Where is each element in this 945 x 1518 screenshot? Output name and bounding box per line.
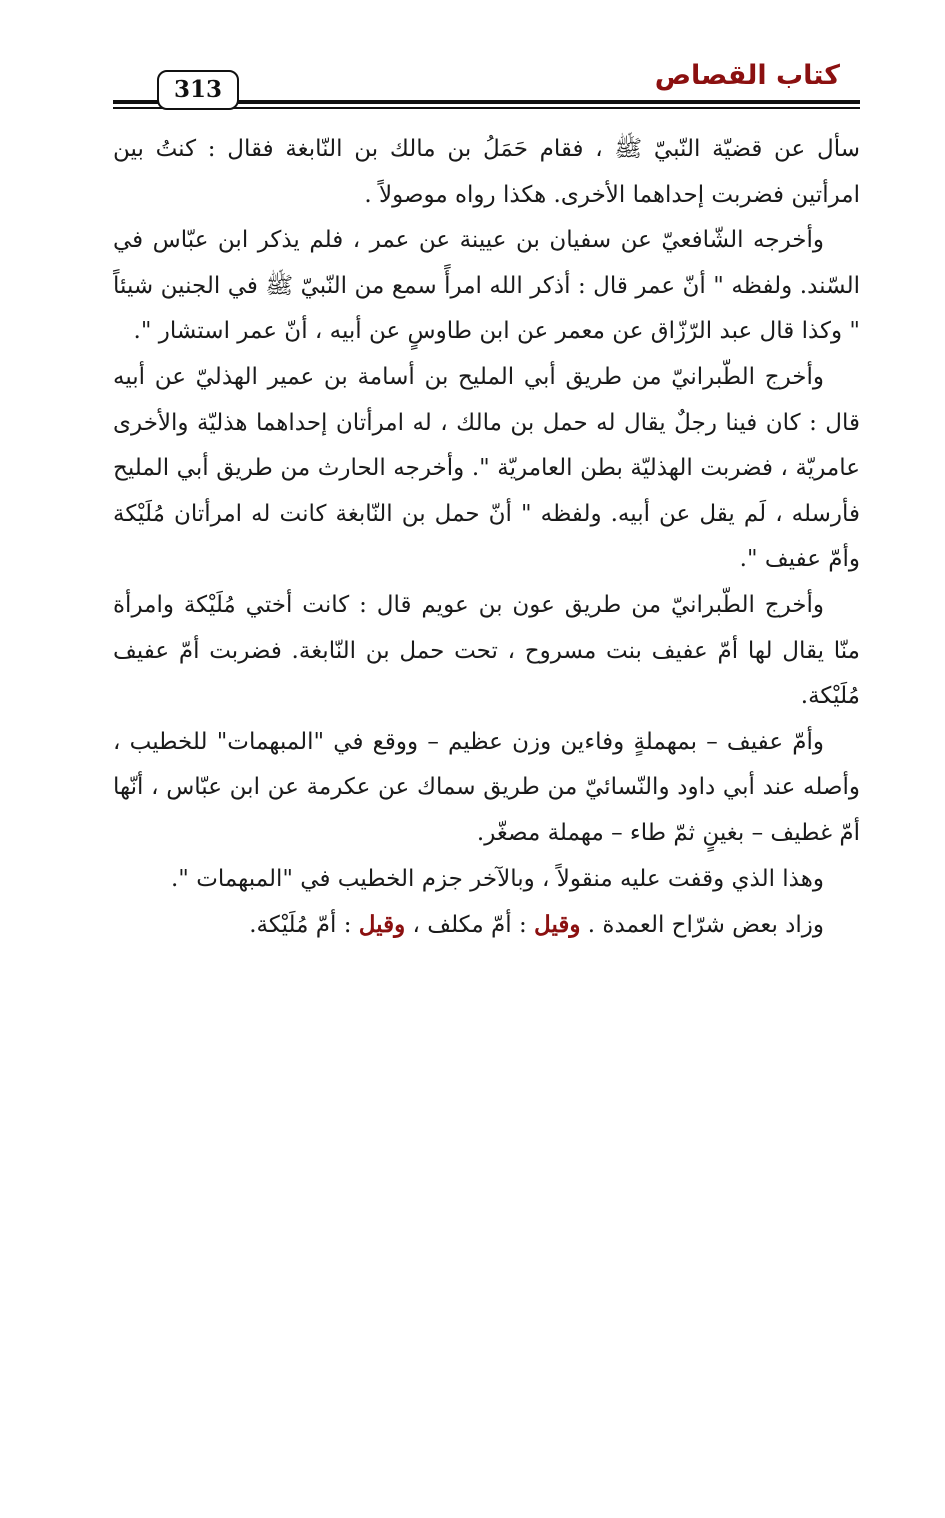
paragraph-6: وهذا الذي وقفت عليه منقولاً ، وبالآخر جزم الخطيب في "المبهمات ". bbox=[171, 865, 824, 892]
paragraph-7-part-1: وزاد بعض شرّاح العمدة . bbox=[580, 912, 824, 939]
paragraph-1: سأل عن قضيّة النّبيّ ﷺ ، فقام حَمَلُ بن مالك بن النّابغة فقال : كنتُ بين امرأتين فضربت إحداهما الأخرى. هكذا رواه موصولاً . bbox=[113, 136, 860, 208]
chapter-title: كتاب القصاص bbox=[654, 60, 840, 91]
page-header bbox=[113, 58, 860, 118]
page-body bbox=[113, 127, 860, 949]
paragraph-2: وأخرجه الشّافعيّ عن سفيان بن عيينة عن عمر ، فلم يذكر ابن عبّاس في السّند. ولفظه " أنّ عمر قال : أذكر الله امرأً سمع من النّبيّ ﷺ في الجنين شيئاً " وكذا قال عبد الرّزّاق عن معمر عن ابن طاوسٍ عن أبيه ، أنّ عمر استشار ". bbox=[113, 227, 860, 345]
paragraph-7 bbox=[113, 902, 860, 949]
paragraph-7-part-2: : أمّ مكلف ، bbox=[405, 912, 535, 939]
page-number: 313 bbox=[157, 70, 239, 110]
keyword-qila-1: وقيل bbox=[534, 911, 581, 939]
paragraph-5: وأمّ عفيف – بمهملةٍ وفاءين وزن عظيم – ووقع في "المبهمات" للخطيب ، وأصله عند أبي داود والنّسائيّ من طريق سماك عن عكرمة عن ابن عبّاس ، أنّها أمّ غطيف – بغينٍ ثمّ طاء – مهملة مصغّر. bbox=[113, 728, 860, 846]
paragraph-4: وأخرج الطّبرانيّ من طريق عون بن عويم قال : كانت أختي مُلَيْكة وامرأة منّا يقال لها أمّ عفيف بنت مسروح ، تحت حمل بن النّابغة. فضربت أمّ عفيف مُلَيْكة. bbox=[113, 591, 860, 710]
paragraph-7-part-3: : أمّ مُلَيْكة. bbox=[249, 912, 359, 939]
keyword-qila-2: وقيل bbox=[358, 911, 406, 939]
paragraph-3: وأخرج الطّبرانيّ من طريق أبي المليح بن أسامة بن عمير الهذليّ عن أبيه قال : كان فينا رجلٌ يقال له حمل بن مالك ، له امرأتان إحداهما هذليّة والأخرى عامريّة ، فضربت الهذليّة بطن العامريّة ". وأخرجه الحارث من طريق أبي المليح فأرسله ، لَم يقل عن أبيه. ولفظه " أنّ حمل بن النّابغة كانت له امرأتان مُلَيْكة وأمّ عفيف ". bbox=[113, 363, 860, 573]
